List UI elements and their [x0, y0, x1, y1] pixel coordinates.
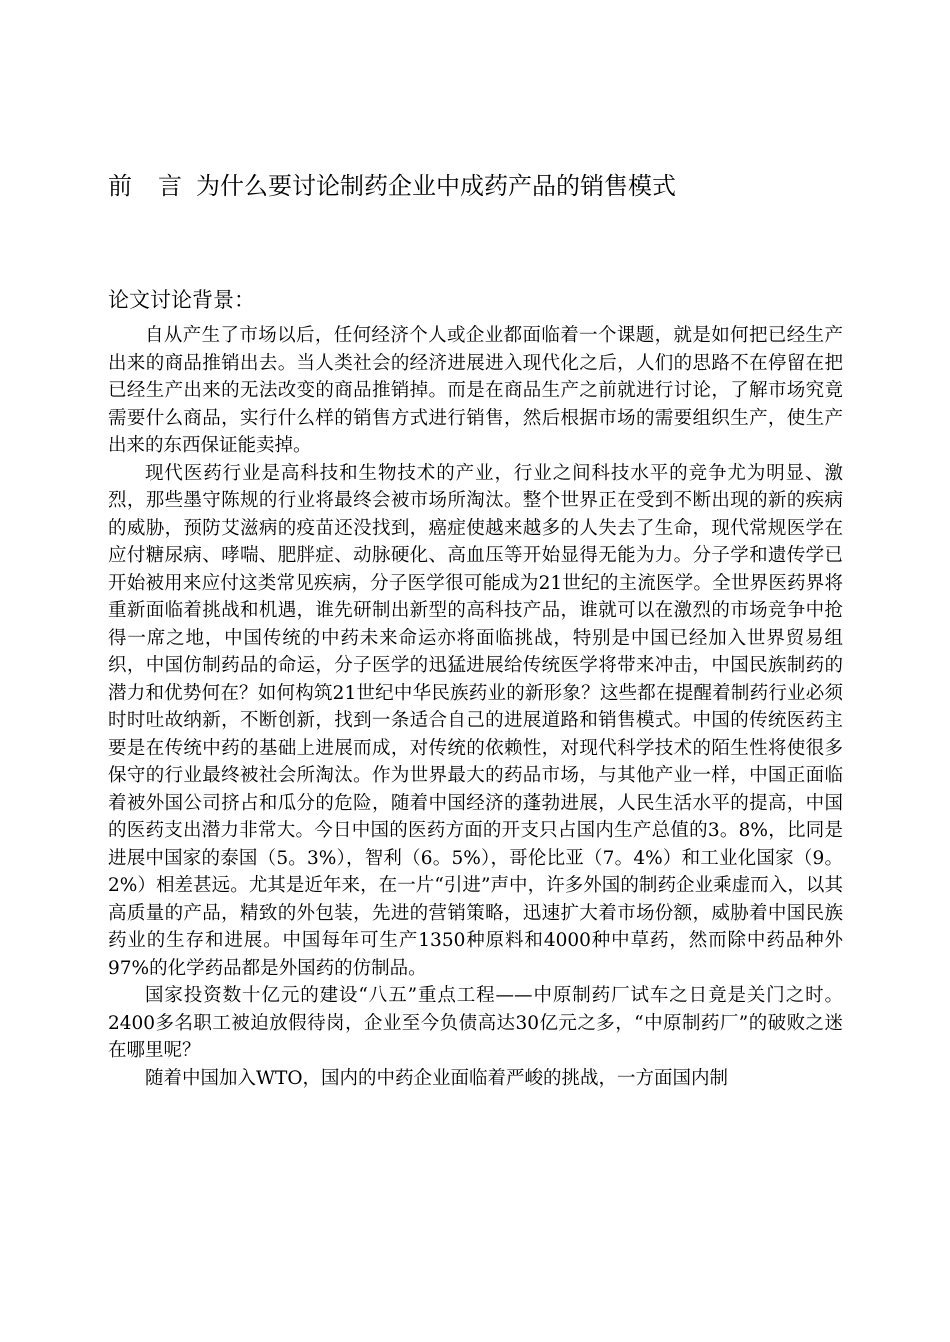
section-heading: 论文讨论背景：	[108, 288, 255, 312]
paragraph: 国家投资数十亿元的建设“八五”重点工程——中原制药厂试车之日竟是关门之时。2400多名职工被迫放假待岗，企业至今负债高达30亿元之多，“中原制药厂”的破败之迷在哪里呢？	[108, 985, 843, 1061]
body-text	[108, 322, 843, 1092]
title-text: 为什么要讨论制药企业中成药产品的销售模式	[196, 172, 676, 200]
paragraph: 自从产生了市场以后，任何经济个人或企业都面临着一个课题，就是如何把已经生产出来的商品推销出去。当人类社会的经济进展进入现代化之后，人们的思路不在停留在把已经生产出来的无法改变的商品推销掉。而是在商品生产之前就进行讨论，了解市场究竟需要什么商品，实行什么样的销售方式进行销售，然后根据市场的需要组织生产，使生产出来的东西保证能卖掉。	[108, 325, 843, 456]
paragraph: 现代医药行业是高科技和生物技术的产业，行业之间科技水平的竞争尤为明显、激烈，那些墨守陈规的行业将最终会被市场所淘汰。整个世界正在受到不断出现的新的疾病的威胁，预防艾滋病的疫苗还没找到，癌症使越来越多的人失去了生命，现代常规医学在应付糖尿病、哮喘、肥胖症、动脉硬化、高血压等开始显得无能为力。分子学和遗传学已开始被用来应付这类常见疾病，分子医学很可能成为21世纪的主流医学。全世界医药界将重新面临着挑战和机遇，谁先研制出新型的高科技产品，谁就可以在激烈的市场竞争中抢得一席之地，中国传统的中药未来命运亦将面临挑战，特别是中国已经加入世界贸易组织，中国仿制药品的命运，分子医学的迅猛进展给传统医学将带来冲击，中国民族制药的潜力和优势何在？如何构筑21世纪中华民族药业的新形象？这些都在提醒着制药行业必须时时吐故纳新，不断创新，找到一条适合自己的进展道路和销售模式。中国的传统医药主要是在传统中药的基础上进展而成，对传统的依赖性，对现代科学技术的陌生性将使很多保守的行业最终被社会所淘汰。作为世界最大的药品市场，与其他产业一样，中国正面临着被外国公司挤占和瓜分的危险，随着中国经济的蓬勃进展，人民生活水平的提高，中国的医药支出潜力非常大。今日中国的医药方面的开支只占国内生产总值的3。8%，比同是进展中国家的泰国（5。3%），智利（6。5%），哥伦比亚（7。4%）和工业化国家（9。2%）相差甚远。尤其是近年来，在一片“引进”声中，许多外国的制药企业乘虚而入，以其高质量的产品，精致的外包装，先进的营销策略，迅速扩大着市场份额，威胁着中国民族药业的生存和进展。中国每年可生产1350种原料和4000种中草药，然而除中药品种外97%的化学药品都是外国药的仿制品。	[108, 462, 843, 979]
paragraph: 随着中国加入WTO，国内的中药企业面临着严峻的挑战，一方面国内制	[145, 1067, 729, 1089]
title-char-2: 言	[158, 172, 182, 200]
title-char-1: 前	[108, 172, 132, 200]
page-title	[108, 170, 868, 202]
